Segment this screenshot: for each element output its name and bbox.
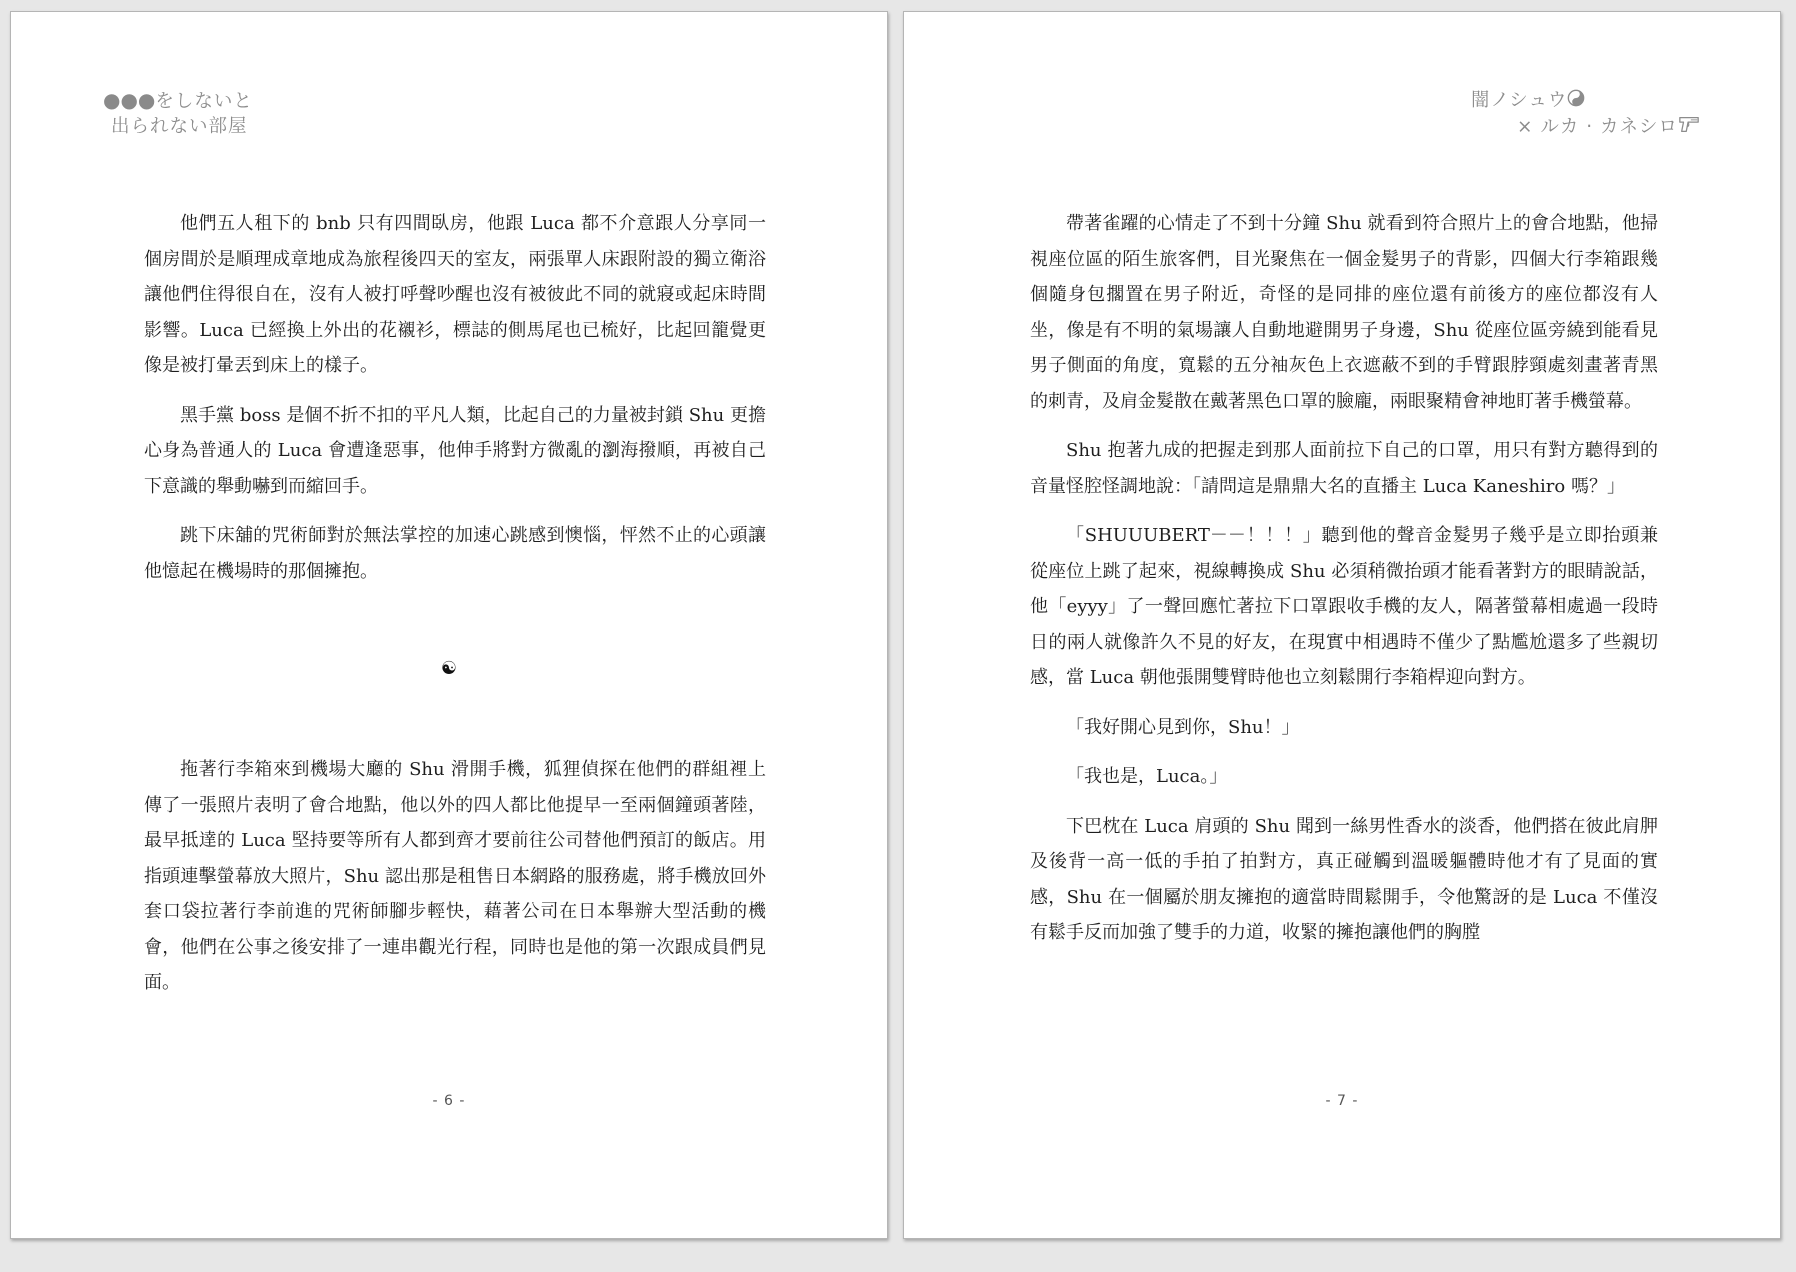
paragraph: 黑手黨 boss 是個不折不扣的平凡人類，比起自己的力量被封鎖 Shu 更擔心身為普通人的 Luca 會遭逢惡事，他伸手將對方微亂的瀏海撥順，再被自己下意識的舉動嚇到而縮回手。	[144, 404, 766, 497]
pistol-icon	[1678, 114, 1700, 141]
right-page-header	[1471, 88, 1700, 141]
yin-yang-section-break-icon: ☯	[440, 658, 458, 679]
page-number: - 7 -	[1325, 1093, 1359, 1109]
paragraph: 拖著行李箱來到機場大廳的 Shu 滑開手機，狐狸偵探在他們的群組裡上傳了一張照片表明了會合地點，他以外的四人都比他提早一至兩個鐘頭著陸，最早抵達的 Luca 堅持要等所有人都到齊才要前往公司替他們預訂的飯店。用指頭連擊螢幕放大照片，Shu 認出那是租售日本網路的服務處，將手機放回外套口袋拉著行李前進的咒術師腳步輕快，藉著公司在日本舉辦大型活動的機會，他們在公事之後安排了一連串觀光行程，同時也是他的第一次跟成員們見面。	[144, 759, 766, 993]
left-page	[10, 11, 888, 1239]
paragraph: 「SHUUUBERT－－！！！」聽到他的聲音金髮男子幾乎是立即抬頭兼從座位上跳了起來，視線轉換成 Shu 必須稍微抬頭才能看著對方的眼睛說話，他「eyyy」了一聲回應忙著拉下口罩跟收手機的友人，隔著螢幕相處過一段時日的兩人就像許久不見的好友，在現實中相遇時不僅少了點尷尬還多了些親切感，當 Luca 朝他張開雙臂時他也立刻鬆開行李箱桿迎向對方。	[1030, 525, 1658, 688]
paragraph: 「我好開心見到你，Shu！」	[1066, 716, 1300, 738]
paragraph: 跳下床舖的咒術師對於無法掌控的加速心跳感到懊惱，怦然不止的心頭讓他憶起在機場時的那個擁抱。	[144, 525, 766, 582]
paragraph: 帶著雀躍的心情走了不到十分鐘 Shu 就看到符合照片上的會合地點，他掃視座位區的陌生旅客們，目光聚焦在一個金髮男子的背影，四個大行李箱跟幾個隨身包擱置在男子附近，奇怪的是同排的座位還有前後方的座位都沒有人坐，像是有不明的氣場讓人自動地避開男子身邊，Shu 從座位區旁繞到能看見男子側面的角度，寬鬆的五分袖灰色上衣遮蔽不到的手臂跟脖頸處刻畫著青黑的刺青，及肩金髮散在戴著黑色口罩的臉龐，兩眼聚精會神地盯著手機螢幕。	[1030, 213, 1658, 412]
yin-yang-icon	[1567, 89, 1585, 114]
left-body-top	[144, 206, 766, 603]
paragraph: 「我也是，Luca。」	[1066, 766, 1228, 787]
censored-dots: ●●●	[103, 88, 156, 112]
right-page	[903, 11, 1781, 1239]
left-body-bottom	[144, 752, 766, 1015]
paragraph: 他們五人租下的 bnb 只有四間臥房，他跟 Luca 都不介意跟人分享同一個房間於是順理成章地成為旅程後四天的室友，兩張單人床跟附設的獨立衛浴讓他們住得很自在，沒有人被打呼聲吵醒也沒有被彼此不同的就寢或起床時間影響。Luca 已經換上外出的花襯衫，標誌的側馬尾也已梳好，比起回籠覺更像是被打暈丟到床上的樣子。	[144, 213, 766, 376]
paragraph: Shu 抱著九成的把握走到那人面前拉下自己的口罩，用只有對方聽得到的音量怪腔怪調地說：「請問這是鼎鼎大名的直播主 Luca Kaneshiro 嗎？」	[1030, 440, 1658, 497]
header-title-line2: 出られない部屋	[111, 116, 248, 137]
paragraph: 下巴枕在 Luca 肩頭的 Shu 聞到一絲男性香水的淡香，他們搭在彼此肩胛及後背一高一低的手拍了拍對方，真正碰觸到溫暖軀體時他才有了見面的實感，Shu 在一個屬於朋友擁抱的適當時間鬆開手，令他驚訝的是 Luca 不僅沒有鬆手反而加強了雙手的力道，收緊的擁抱讓他們的胸膛	[1030, 815, 1658, 943]
header-luca-name: × ルカ · カネシロ	[1516, 116, 1678, 137]
page-number: - 6 -	[432, 1093, 466, 1109]
header-title-line1: をしないと	[155, 91, 253, 112]
left-page-header	[103, 88, 253, 139]
header-shu-name: 闇ノシュウ	[1470, 90, 1568, 111]
right-body	[1030, 206, 1658, 965]
